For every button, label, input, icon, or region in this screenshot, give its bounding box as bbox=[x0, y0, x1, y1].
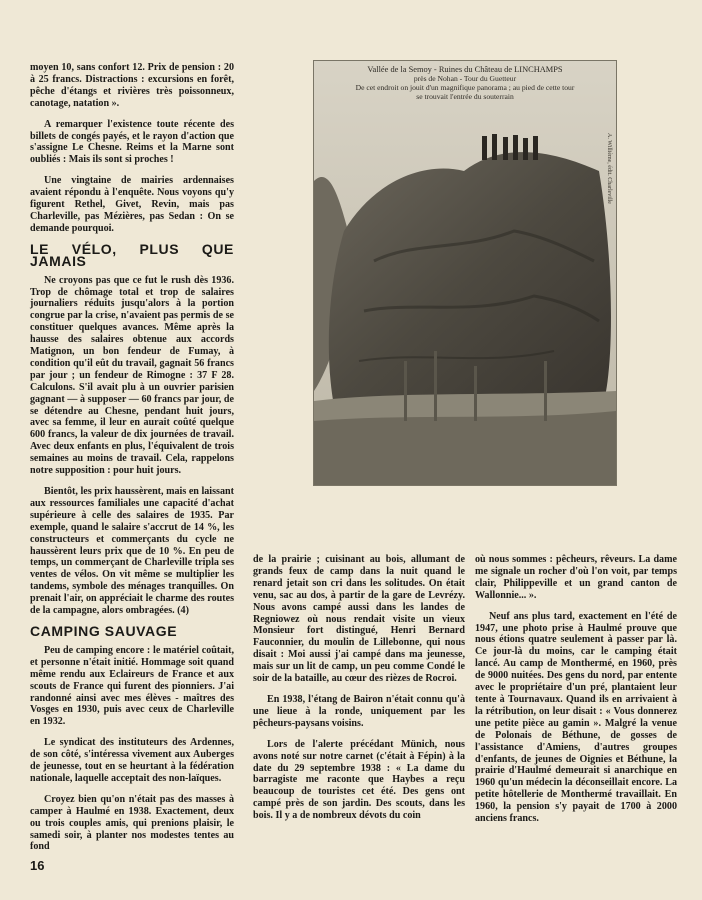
paragraph: En 1938, l'étang de Bairon n'était connu qu'à une lieue à la ronde, uniquement par les pêcheurs-paysans voisins. bbox=[253, 693, 465, 729]
caption-subtitle: près de Nohan - Tour du Guetteur bbox=[413, 74, 517, 83]
paragraph: Peu de camping encore : le matériel coûtait, et personne n'était initié. Hommage soit quand même rendu aux Eclaireurs de France et aux scouts de France qui furent des pionniers. J'ai randonné ainsi avec mes élèves - maîtres des Vosges en 1930, puis avec ceux de Charleville en 1932. bbox=[30, 644, 234, 728]
photo-credit: A. Willième, édit. Charleville bbox=[606, 133, 612, 204]
paragraph: Le syndicat des instituteurs des Ardennes, de son côté, s'intéressa vivement aux Auberges de jeunesse, tout en se heurtant à la fédération nationale, laquelle acceptait des non-laïques. bbox=[30, 737, 234, 784]
photo-linchamps-ruins bbox=[313, 60, 617, 486]
paragraph: Une vingtaine de mairies ardennaises avaient répondu à l'enquête. Nous voyons qu'y figurent Rethel, Givet, Revin, mais pas Charleville, pas Mézières, pas Sedan : On se demande pourquoi. bbox=[30, 175, 234, 234]
paragraph: où nous sommes : pêcheurs, rêveurs. La dame me signale un rocher d'où l'on voit, par temps clair, Philippeville et un grand canton de Wallonnie... ». bbox=[475, 554, 677, 601]
paragraph: Neuf ans plus tard, exactement en l'été de 1947, une photo prise à Haulmé prouve que nous étions quatre seulement à passer par là. Ce jour-là du moins, car le camping était lancé. Au camp de Monthermé, en 1960, près de 9000 nuitées. Des gens du nord, par entente avec le propriétaire d'un pré, plantaient leur tente à Tournavaux. Quand ils en arrivaient à la rétribution, on leur disait : « Vous donnerez une petite pièce au gamin ». Malgré la venue de Polonais de Béthune, de gosses de l'assistance d'Amiens, d'autres groupes d'enfants, de jeunes de Oignies et Béthune, la prairie d'Haulmé demeurait si anarchique en 1960 qu'un médecin la déconseillait encore. La petite hôtellerie de Monthermé travaillait. En 1960, la pension s'y payait de 1700 à 2000 anciens francs. bbox=[475, 610, 677, 825]
column-left bbox=[30, 62, 234, 862]
page-number: 16 bbox=[30, 858, 45, 873]
section-heading-velo: LE VÉLO, PLUS QUE JAMAIS bbox=[30, 240, 234, 269]
column-right bbox=[475, 554, 677, 834]
section-heading-camping: CAMPING SAUVAGE bbox=[30, 622, 178, 639]
photo-caption bbox=[314, 61, 616, 101]
paragraph: Ne croyons pas que ce fut le rush dès 1936. Trop de chômage total et trop de salaires journaliers réduits jusqu'alors à la portion congrue par la crise, n'avaient pas permis de se constituer quelques avances. Même après la hausse des salaires obtenue aux accords Matignon, un bon fendeur de Fumay, à condition qu'il eût du travail, gagnait 56 francs par jour ; un fendeur de Rimogne : 37 F 28. Calculons. S'il avait plu à un ouvrier parisien gagnant — à supposer — 60 francs par jour, de se détendre au Chesne, pendant huit jours, avec sa femme, il leur en aurait coûté quelque 600 francs, la valeur de dix journées de travail. Avec deux enfants en plus, l'équivalent de trois semaines au moins de travail. Cela, rappelons notre supposition : pour huit jours. bbox=[30, 274, 234, 477]
paragraph: Croyez bien qu'on n'était pas des masses à camper à Haulmé en 1938. Exactement, deux ou trois couples amis, qui prenions plaisir, le samedi soir, à planter nos modestes tentes au fond bbox=[30, 793, 234, 853]
paragraph: Bientôt, les prix haussèrent, mais en laissant aux ressources familiales une capacité d'achat supérieure à celle des salaires de 1935. Par exemple, quand le salaire s'accrut de 14 %, les constructeurs et commerçants du cycle ne haussèrent leurs prix que de 10 %. En peu de temps, un commerçant de Charleville tripla ses ventes de vélos. On vit même se multiplier les tandems, symbole des ménages tranquilles. On prenait l'air, on appréciait le charme des routes de la campagne, alors ombragées. (4) bbox=[30, 486, 234, 617]
caption-text: De cet endroit on jouit d'un magnifique panorama ; au pied de cette tour bbox=[355, 83, 575, 92]
paragraph: de la prairie ; cuisinant au bois, allumant de grands feux de camp dans la nuit quand le renard jetait son cri dans les solitudes. On était venu, sac au dos, à partir de la gare de Levrézy. Nous avons campé aussi dans les landes de Regniowez où nous rendait visite un vieux Monsieur fort distingué, Henri Bernard Fauconnier, du moulin de Lillebonne, qui nous disait : Moi aussi j'ai campé dans ma jeunesse, mais sur un lit de camp, un peu comme Condé le soir de la bataille, au cœur des rièzes de Rocroi. bbox=[253, 554, 465, 685]
paragraph: A remarquer l'existence toute récente des billets de congés payés, et le rayon d'action que s'assigne Le Chesne. Reims et la Marne sont oubliés : Mais ils sont si proches ! bbox=[30, 118, 234, 166]
column-middle bbox=[253, 554, 465, 831]
caption-title: Vallée de la Semoy - Ruines du Château de LINCHAMPS bbox=[367, 65, 563, 74]
paragraph: Lors de l'alerte précédant Münich, nous avons noté sur notre carnet (c'était à Fépin) à la date du 29 septembre 1938 : « La dame du barragiste me raconte que Haybes a reçu beaucoup de touristes cet été. Des gens ont campé près de son jardin. Des scouts, dans les bois. Il y a de nombreux dévots du coin bbox=[253, 738, 465, 822]
rock-photo-illustration bbox=[314, 61, 616, 485]
paragraph: moyen 10, sans confort 12. Prix de pension : 20 à 25 francs. Distractions : excursions en forêt, pêche d'étangs et rivières très poissonneux, canotage, natation ». bbox=[30, 62, 234, 109]
caption-text: se trouvait l'entrée du souterrain bbox=[416, 92, 514, 101]
